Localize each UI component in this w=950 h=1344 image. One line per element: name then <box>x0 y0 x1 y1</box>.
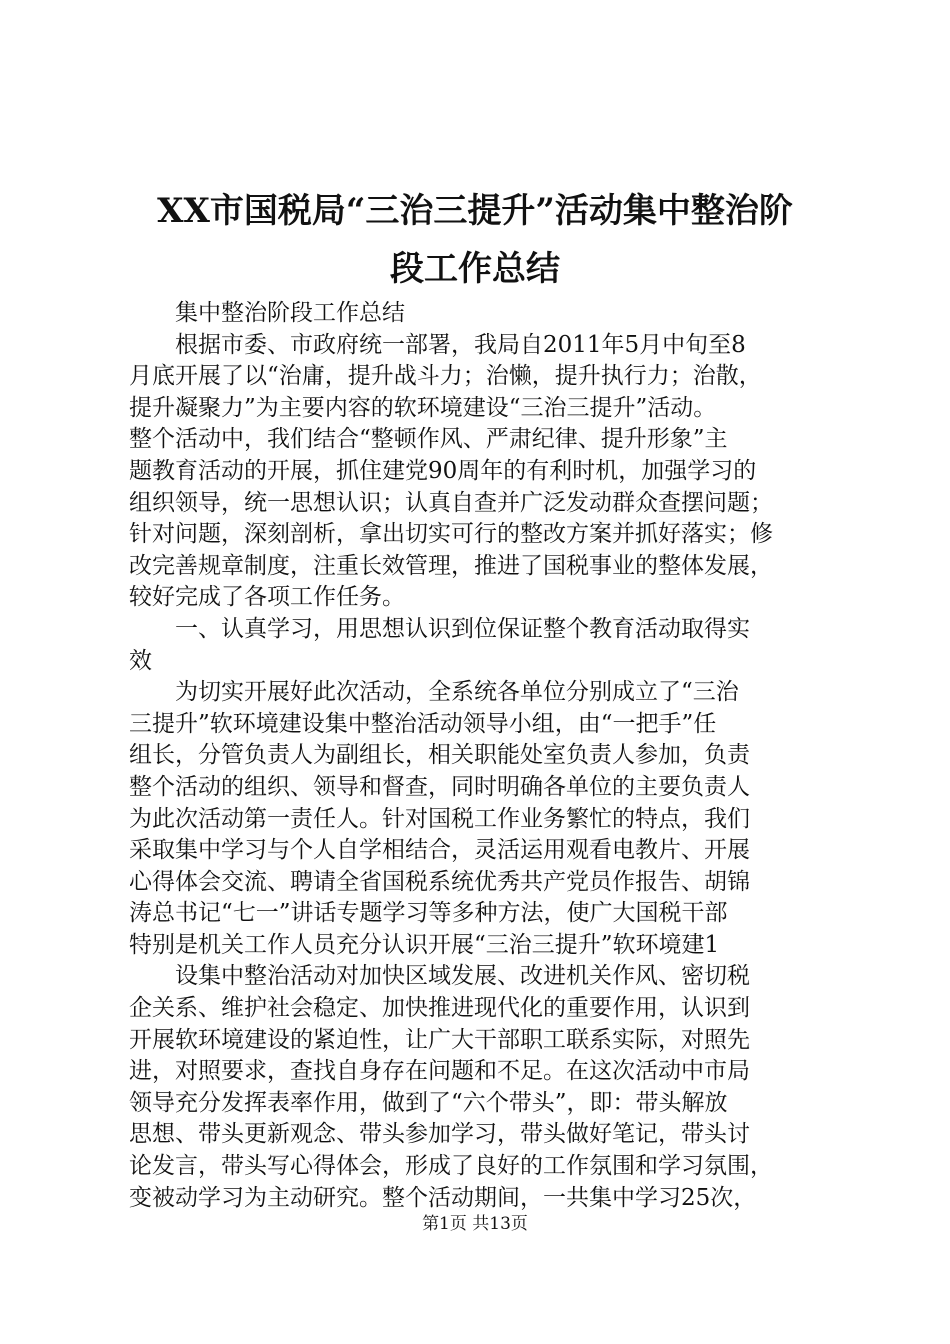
body-line: 特别是机关工作人员充分认识开展“三治三提升”软环境建1 <box>129 931 720 958</box>
body-line: 改完善规章制度，注重长效管理，推进了国税事业的整体发展， <box>129 552 773 579</box>
body-line: 三提升”软环境建设集中整治活动领导小组，由“一把手”任 <box>129 710 717 737</box>
body-line: 领导充分发挥表率作用，做到了“六个带头”，即：带头解放 <box>129 1089 728 1116</box>
body-line: 进，对照要求，查找自身存在问题和不足。在这次活动中市局 <box>129 1058 750 1085</box>
body-line: 较好完成了各项工作任务。 <box>129 584 405 611</box>
body-line: 根据市委、市政府统一部署，我局自2011年5月中旬至8 <box>129 331 746 358</box>
body-line: 思想、带头更新观念、带头参加学习，带头做好笔记，带头讨 <box>129 1121 750 1148</box>
body-line: 企关系、维护社会稳定、加快推进现代化的重要作用，认识到 <box>129 995 750 1022</box>
body-line: 涛总书记“七一”讲话专题学习等多种方法，使广大国税干部 <box>129 900 728 927</box>
document-title <box>100 182 850 298</box>
body-line: 变被动学习为主动研究。整个活动期间，一共集中学习25次， <box>129 1184 757 1211</box>
body-line: 一、认真学习，用思想认识到位保证整个教育活动取得实 <box>129 615 750 642</box>
body-line: 针对问题，深刻剖析，拿出切实可行的整改方案并抓好落实；修 <box>129 521 773 548</box>
body-line: 组长，分管负责人为副组长，相关职能处室负责人参加，负责 <box>129 742 750 769</box>
body-line: 整个活动的组织、领导和督查，同时明确各单位的主要负责人 <box>129 773 750 800</box>
body-line: 月底开展了以“治庸，提升战斗力；治懒，提升执行力；治散， <box>129 363 762 390</box>
body-line: 论发言，带头写心得体会，形成了良好的工作氛围和学习氛围， <box>129 1153 773 1180</box>
body-line: 组织领导，统一思想认识；认真自查并广泛发动群众查摆问题； <box>129 489 773 516</box>
body-line: 效 <box>129 647 152 674</box>
body-line: 题教育活动的开展，抓住建党90周年的有利时机，加强学习的 <box>129 457 757 484</box>
body-line: 设集中整治活动对加快区域发展、改进机关作风、密切税 <box>129 963 750 990</box>
body-line: 集中整治阶段工作总结 <box>129 300 405 326</box>
document-body <box>129 298 834 1214</box>
body-line: 为此次活动第一责任人。针对国税工作业务繁忙的特点，我们 <box>129 805 750 832</box>
page-footer: 第1页 共13页 <box>422 1214 528 1234</box>
title-line-1: XX市国税局“三治三提升”活动集中整治阶 <box>157 191 793 231</box>
body-line: 整个活动中，我们结合“整顿作风、严肃纪律、提升形象”主 <box>129 426 728 453</box>
body-line: 心得体会交流、聘请全省国税系统优秀共产党员作报告、胡锦 <box>129 868 750 895</box>
body-line: 为切实开展好此次活动，全系统各单位分别成立了“三治 <box>129 679 739 706</box>
title-line-2: 段工作总结 <box>390 249 560 289</box>
body-line: 采取集中学习与个人自学相结合，灵活运用观看电教片、开展 <box>129 837 750 864</box>
body-line: 开展软环境建设的紧迫性，让广大干部职工联系实际，对照先 <box>129 1026 750 1053</box>
body-line: 提升凝聚力”为主要内容的软环境建设“三治三提升”活动。 <box>129 394 717 421</box>
